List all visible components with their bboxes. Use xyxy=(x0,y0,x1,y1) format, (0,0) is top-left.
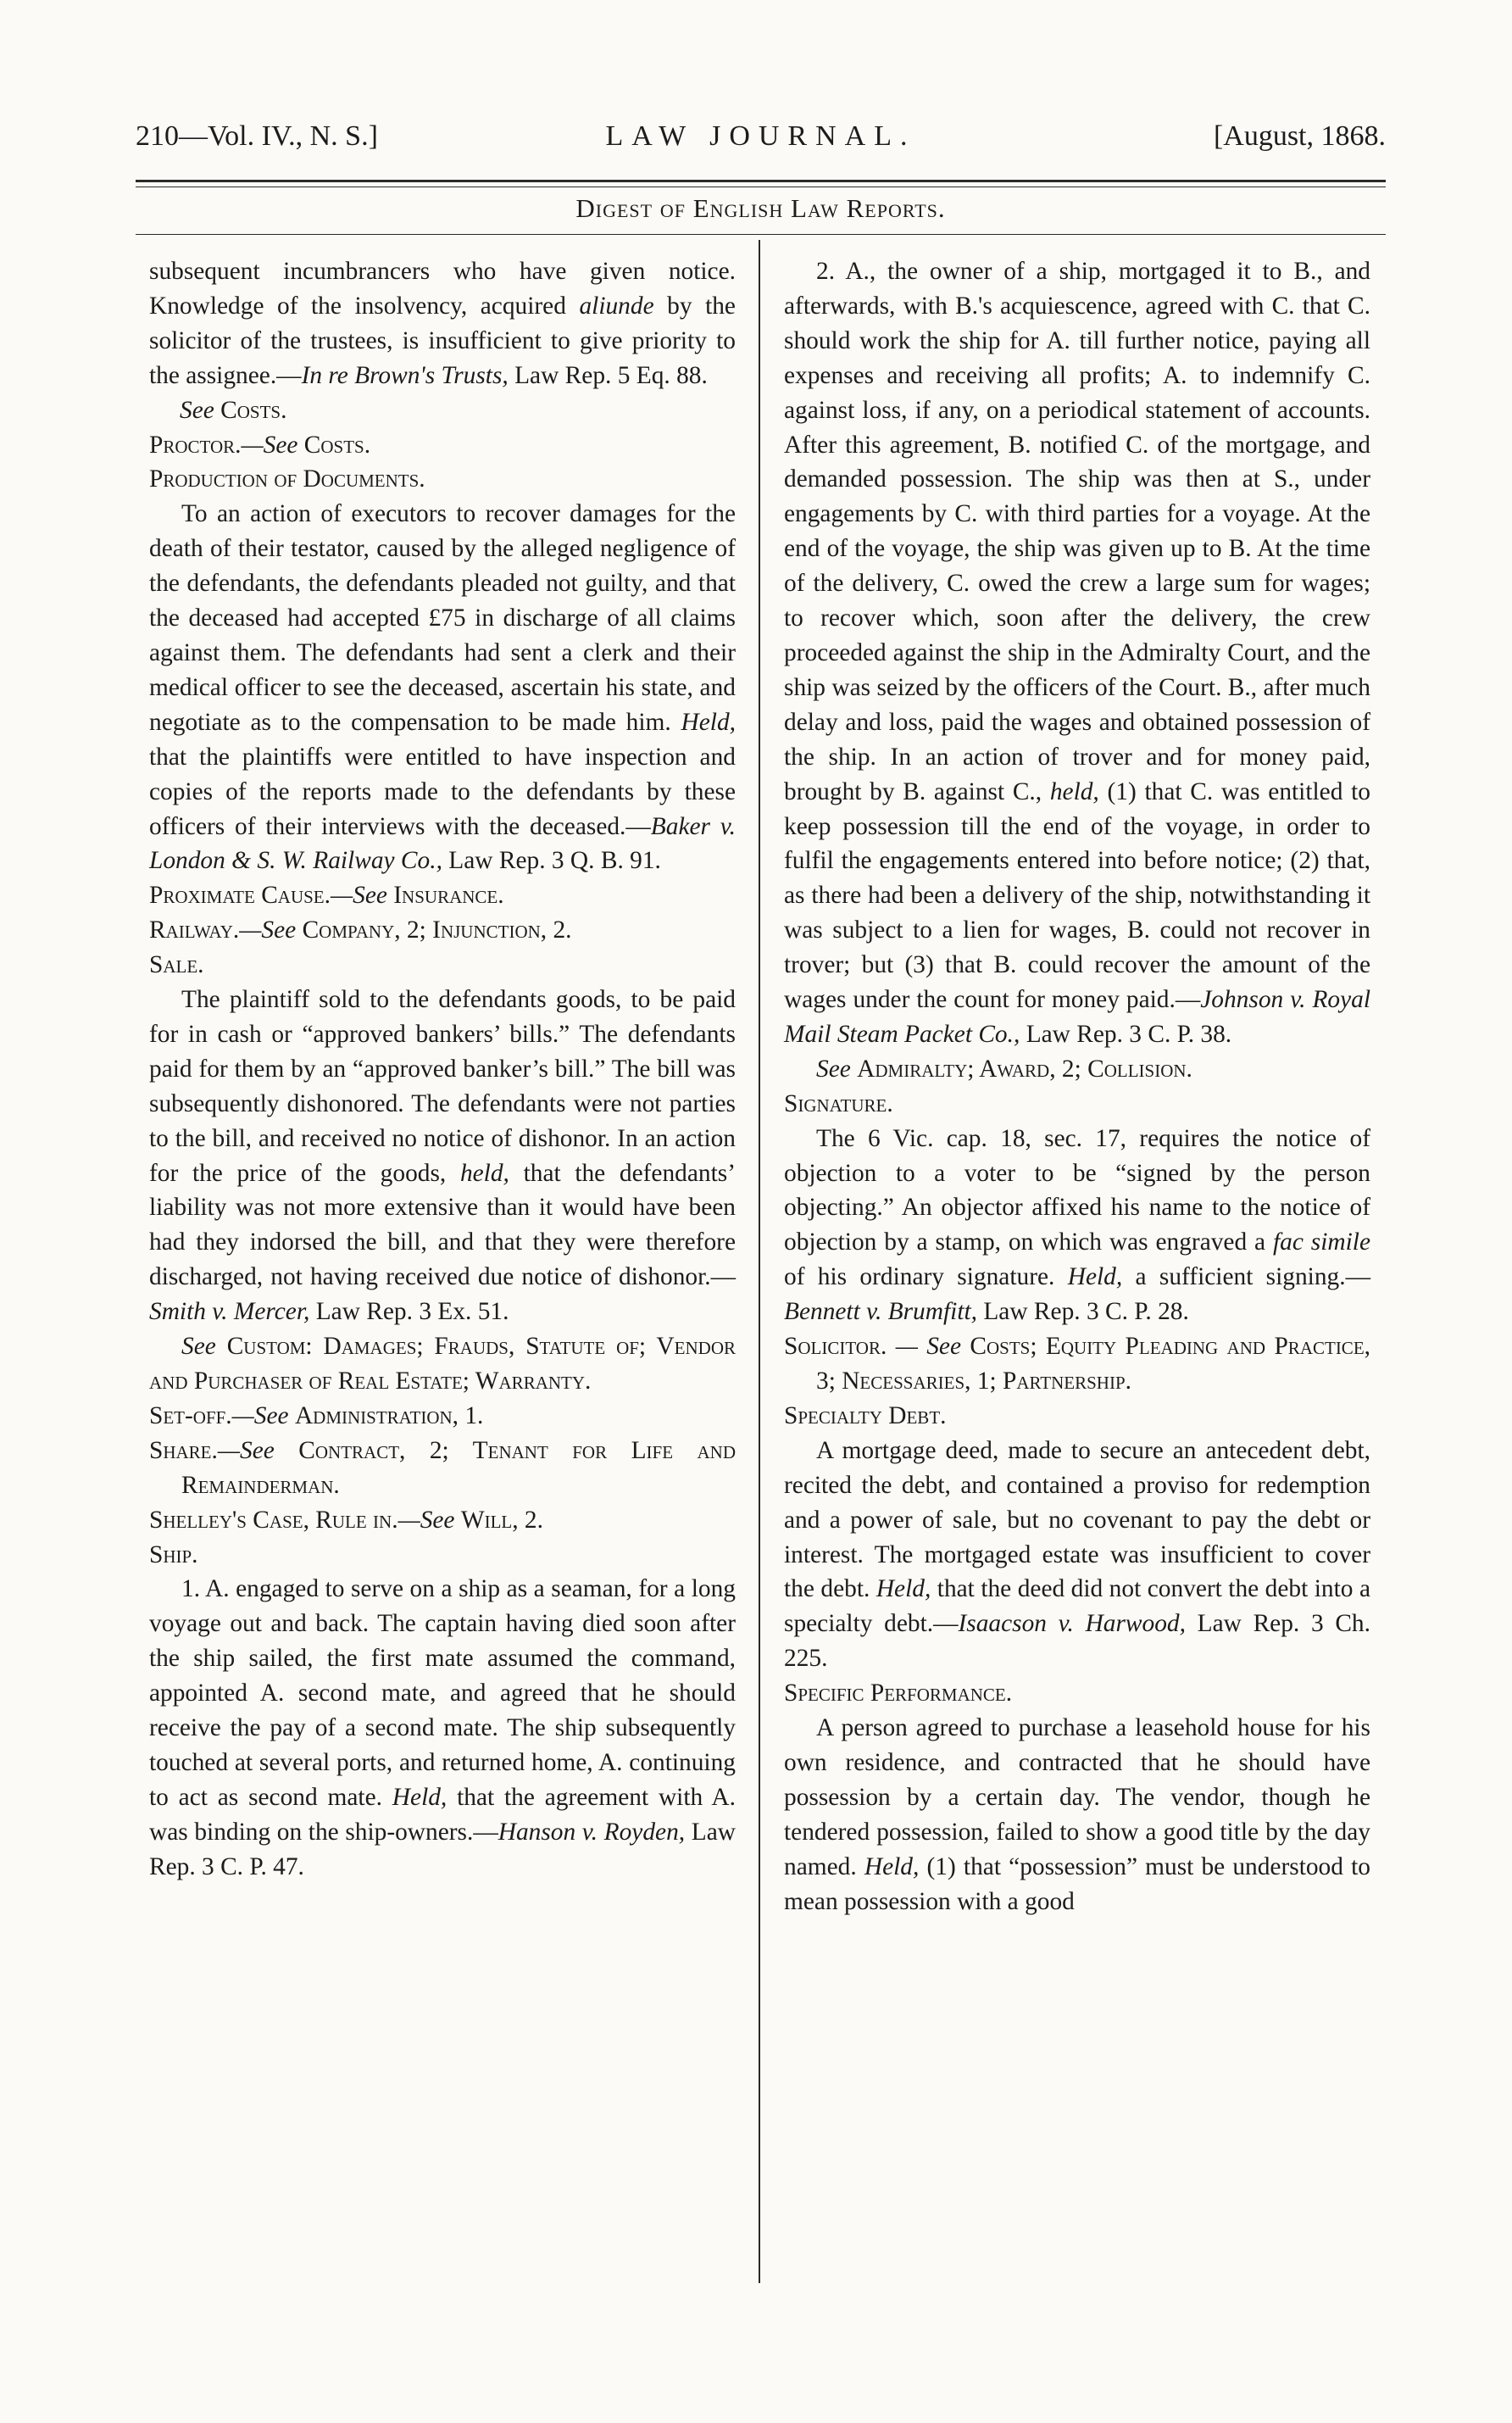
entry-heading: Specialty Debt. xyxy=(784,1401,947,1429)
entry-heading: Ship. xyxy=(149,1540,198,1568)
entry-share: Share.—See Contract, 2; Tenant for Life and Remainderman. xyxy=(149,1436,736,1499)
running-header xyxy=(136,120,1386,171)
entry-sale-body: The plaintiff sold to the defendants goods, to be paid for in cash or “approved bankers’ bills.” The defendants paid for them by an “approved banker’s bill.” The bill was subsequently dishonored. The defendants were not parties to the bill, and received no notice of dishonor. In an action for the price of the goods, held, that the defendants’ liability was not more extensive than it would have been had they indorsed the bill, and that they were therefore discharged, not having received due notice of dishonor.—Smith v. Mercer, Law Rep. 3 Ex. 51. xyxy=(149,986,736,1326)
section-rule xyxy=(136,234,1386,235)
entry-solicitor: Solicitor. — See Costs; Equity Pleading and Practice, 3; Necessaries, 1; Partnership. xyxy=(784,1333,1370,1395)
entry-ship-1-body: 1. A. engaged to serve on a ship as a seaman, for a long voyage out and back. The captain having died soon after the ship sailed, the first mate assumed the command, appointed A. second mate, and agreed that he should receive the pay of a second mate. The ship subsequently touched at several ports, and returned home, A. continuing to act as second mate. Held, that the agreement with A. was binding on the ship-owners.—Hanson v. Royden, Law Rep. 3 C. P. 47. xyxy=(149,1575,736,1880)
right-column xyxy=(784,254,1370,1919)
entry-heading: Production of Documents. xyxy=(149,465,425,493)
see-reference: See Costs. xyxy=(180,396,287,424)
left-column xyxy=(149,254,736,1885)
entry-heading: Signature. xyxy=(784,1089,893,1117)
header-volume: 210—Vol. IV., N. S.] xyxy=(136,120,378,152)
see-reference: See Custom: Damages; Frauds, Statute of; Vendor and Purchaser of Real Estate; Warranty. xyxy=(149,1333,736,1395)
column-divider xyxy=(759,240,760,2283)
entry-heading: Proctor. xyxy=(149,431,242,459)
entry-heading: Sale. xyxy=(149,951,204,979)
section-title: Digest of English Law Reports. xyxy=(575,193,946,223)
entry-heading: Specific Performance. xyxy=(784,1679,1013,1707)
entry-signature-body: The 6 Vic. cap. 18, sec. 17, requires the notice of objection to a voter to be “signed by the person objecting.” An objector affixed his name to the notice of objection by a stamp, on which was engraved a fac simile of his ordinary signature. Held, a sufficient signing.—Bennett v. Brumfitt, Law Rep. 3 C. P. 28. xyxy=(784,1124,1370,1326)
entry-proximate-cause: Proximate Cause.—See Insurance. xyxy=(149,882,504,910)
see-reference: See Admiralty; Award, 2; Collision. xyxy=(816,1055,1192,1083)
entry-shelleys-case: Shelley's Case, Rule in.—See Will, 2. xyxy=(149,1506,543,1534)
entry-set-off: Set-off.—See Administration, 1. xyxy=(149,1401,484,1429)
journal-title: LAW JOURNAL. xyxy=(605,120,916,152)
entry-specific-performance-body: A person agreed to purchase a leasehold house for his own residence, and contracted that he should have possession by a certain day. The vendor, though he tendered possession, failed to show a good title by the day named. Held, (1) that “possession” must be understood to mean possession with a good xyxy=(784,1714,1370,1915)
header-rule-thick xyxy=(136,180,1386,182)
header-date: [August, 1868. xyxy=(1213,120,1386,152)
entry-production-body: To an action of executors to recover damages for the death of their testator, caused by the alleged negligence of the defendants, the defendants pleaded not guilty, and that the deceased had accepted £75 in discharge of all claims against them. The defendants had sent a clerk and their medical officer to see the deceased, ascertain his state, and negotiate as to the compensation to be made him. Held, that the plaintiffs were entitled to have inspection and copies of the reports made to the defendants by these officers of their interviews with the deceased.—Baker v. London & S. W. Railway Co., Law Rep. 3 Q. B. 91. xyxy=(149,500,736,875)
entry-specialty-debt-body: A mortgage deed, made to secure an antecedent debt, recited the debt, and contained a proviso for redemption and a power of sale, but no covenant to pay the debt or interest. The mortgaged estate was insufficient to cover the debt. Held, that the deed did not convert the debt into a specialty debt.—Isaacson v. Harwood, Law Rep. 3 Ch. 225. xyxy=(784,1436,1370,1673)
entry-ship-2-body: 2. A., the owner of a ship, mortgaged it to B., and afterwards, with B.'s acquiescence, agreed with C. that C. should work the ship for A. till further notice, paying all expenses and receiving all profits; A. to indemnify C. against loss, if any, on a periodical statement of accounts. After this agreement, B. notified C. of the mortgage, and demanded possession. The ship was then at S., under engagements by C. with third parties for a voyage. At the end of the voyage, the ship was given up to B. At the time of the delivery, C. owed the crew a large sum for wages; to recover which, soon after the delivery, the crew proceeded against the ship in the Admiralty Court, and the ship was seized by the officers of the Court. B., after much delay and loss, paid the wages and obtained possession of the ship. In an action of trover and for money paid, brought by B. against C., held, (1) that C. was entitled to keep possession till the end of the voyage, in order to fulfil the engagements entered into before notice; (2) that, as there had been a delivery of the ship, notwithstanding it was subject to a lien for wages, B. could not recover in trover; but (3) that B. could recover the amount of the wages under the count for money paid.—Johnson v. Royal Mail Steam Packet Co., Law Rep. 3 C. P. 38. xyxy=(784,258,1370,1048)
entry-railway: Railway.—See Company, 2; Injunction, 2. xyxy=(149,916,572,944)
entry-proctor: Proctor.—See Costs. xyxy=(149,431,371,459)
continued-entry: subsequent incumbrancers who have given notice. Knowledge of the insolvency, acquired aliunde by the solicitor of the trustees, is insufficient to give priority to the assignee.—In re Brown's Trusts, Law Rep. 5 Eq. 88. xyxy=(149,258,736,389)
